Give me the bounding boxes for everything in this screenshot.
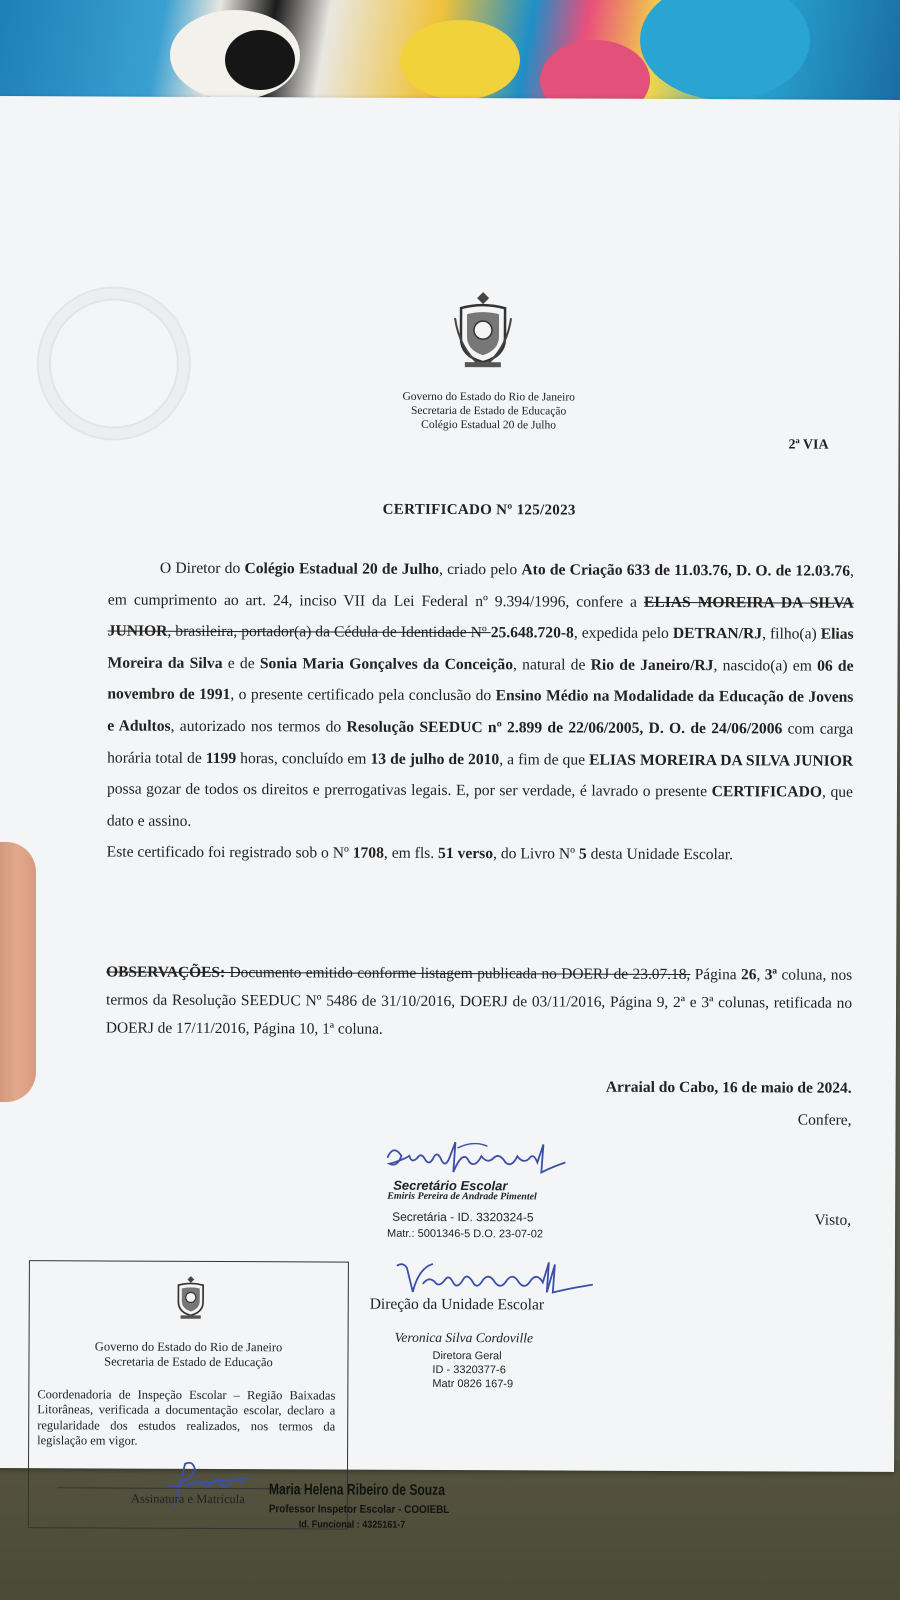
body-text: , autorizado nos termos do xyxy=(170,717,347,736)
mother-name: Sonia Maria Gonçalves da Conceição xyxy=(259,654,514,674)
document-header xyxy=(299,389,679,433)
inspector-role: Professor Inspetor Escolar - COOIEBL xyxy=(268,1503,450,1517)
birthdate: 06 de novembro de 1991 xyxy=(107,657,854,704)
certificate-title: CERTIFICADO Nº 125/2023 xyxy=(382,501,576,519)
coat-of-arms-icon xyxy=(451,288,515,370)
observations-text: Página xyxy=(690,966,742,984)
creation-act: Ato de Criação 633 de 11.03.76, D. O. de 12.03.76 xyxy=(521,561,851,580)
coat-of-arms-small-icon xyxy=(173,1274,209,1320)
body-text: , criado pelo xyxy=(438,560,522,579)
director-matriculation: Matr 0826 167-9 xyxy=(432,1377,514,1391)
director-name: Veronica Silva Cordoville xyxy=(394,1329,534,1346)
registration-number: 1708 xyxy=(352,844,384,863)
certificate-document xyxy=(0,96,900,1531)
body-text: , do Livro Nº xyxy=(493,845,579,863)
header-secretariat: Secretaria de Estado de Educação xyxy=(411,404,567,418)
course-name: Ensino Médio na Modalidade da Educação de Jovens e Adultos xyxy=(107,687,854,735)
director-details xyxy=(432,1349,513,1391)
place-and-date: Arraial do Cabo, 16 de maio de 2024. xyxy=(605,1078,852,1097)
body-text: Este certificado foi registrado sob o Nº xyxy=(106,843,353,862)
observations-text: coluna, nos termos da Resolução SEEDUC Nº 5486 de 31/10/2016, DOERJ de 03/11/2016, Página 9, 2ª e 3ª colunas, retificada no DOERJ de 17/11/2016, Página 10, 1ª coluna. xyxy=(105,966,853,1038)
observations-label: OBSERVAÇÕES: xyxy=(106,963,226,982)
resolution: Resolução SEEDUC nº 2.899 de 22/06/2005, D. O. de 24/06/2006 xyxy=(346,718,783,738)
body-text: possa gozar de todos os direitos e prerrogativas legais. E, por ser verdade, é lavrado o presente xyxy=(106,780,712,801)
body-text: , filho(a) xyxy=(762,625,821,643)
registration-folio: 51 verso xyxy=(438,845,494,863)
holding-finger xyxy=(0,842,36,1102)
body-text: com carga horária total de xyxy=(107,720,854,767)
stamp-header-secretariat: Secretaria de Estado de Educação xyxy=(104,1354,273,1370)
student-name-repeat: ELIAS MOREIRA DA SILVA JUNIOR xyxy=(589,751,854,770)
secretary-id: Secretária - ID. 3320324-5 xyxy=(392,1209,534,1225)
body-text: horas, concluído em xyxy=(236,749,371,768)
certificate-word: CERTIFICADO xyxy=(711,783,823,801)
body-text: , natural de xyxy=(512,656,591,674)
secretary-role: Secretário Escolar xyxy=(393,1177,508,1194)
signature-label: Assinatura e Matrícula xyxy=(130,1491,245,1507)
registration-book: 5 xyxy=(578,845,587,863)
observations-text: Documento emitido conforme listagem publicada no DOERJ de 23.07.18, xyxy=(225,964,691,984)
stamp-declaration: Coordenadoria de Inspeção Escolar – Região Baixadas Litorâneas, verificada a documentação escolar, declaro a regularidade dos estudos realizados, nos termos da legislação em vigor. xyxy=(37,1387,336,1448)
embossed-seal-icon xyxy=(37,286,192,441)
director-id: ID - 3320377-6 xyxy=(432,1363,506,1377)
body-text: e de xyxy=(222,654,260,672)
body-text: , que dato e assino. xyxy=(106,783,854,830)
observations-column: 3ª xyxy=(764,966,778,984)
body-text: , a fim de que xyxy=(499,750,590,769)
id-issuer: DETRAN/RJ xyxy=(672,625,763,643)
body-text: desta Unidade Escolar. xyxy=(586,845,734,864)
body-text: , brasileira, portador(a) da Cédula de Identidade Nº xyxy=(167,622,491,642)
certificate-body xyxy=(107,553,854,872)
father-name: Elias Moreira da Silva xyxy=(107,625,854,672)
stamp-header xyxy=(29,1339,347,1370)
school-name: Colégio Estadual 20 de Julho xyxy=(244,560,440,578)
observations xyxy=(106,959,852,1046)
inspector-name: Maria Helena Ribeiro de Souza xyxy=(268,1481,445,1499)
body-text: , o presente certificado pela conclusão do xyxy=(230,686,496,705)
body-text: , em fls. xyxy=(383,845,439,863)
header-government: Governo do Estado do Rio de Janeiro xyxy=(402,390,575,404)
inspector-id: Id. Funcional : 4325161-7 xyxy=(298,1519,406,1531)
completion-date: 13 de julho de 2010 xyxy=(370,750,500,768)
body-text: , em cumprimento ao art. 24, inciso VII da Lei Federal nº 9.394/1996, confere a xyxy=(107,562,854,611)
body-text: , expedida pelo xyxy=(573,624,673,643)
copy-indicator: 2ª VIA xyxy=(788,437,829,453)
body-text: O Diretor do xyxy=(159,559,245,578)
student-name: ELIAS MOREIRA DA SILVA JUNIOR xyxy=(107,593,854,640)
header-school: Colégio Estadual 20 de Julho xyxy=(421,418,556,432)
body-text: , nascido(a) em xyxy=(713,656,818,675)
visto-label: Visto, xyxy=(814,1211,852,1229)
director-title: Diretora Geral xyxy=(432,1349,502,1363)
confere-label: Confere, xyxy=(797,1111,852,1129)
secretary-name: Emiris Pereira de Andrade Pimentel xyxy=(387,1190,537,1203)
birthplace: Rio de Janeiro/RJ xyxy=(590,656,714,674)
course-hours: 1199 xyxy=(205,749,237,767)
stamp-header-government: Governo do Estado do Rio de Janeiro xyxy=(94,1339,283,1355)
observations-page: 26 xyxy=(741,966,757,984)
observations-text: , xyxy=(756,966,765,984)
id-number: 25.648.720-8 xyxy=(490,624,574,642)
secretary-matriculation: Matr.: 5001346-5 D.O. 23-07-02 xyxy=(387,1227,544,1241)
director-role: Direção da Unidade Escolar xyxy=(369,1295,545,1314)
